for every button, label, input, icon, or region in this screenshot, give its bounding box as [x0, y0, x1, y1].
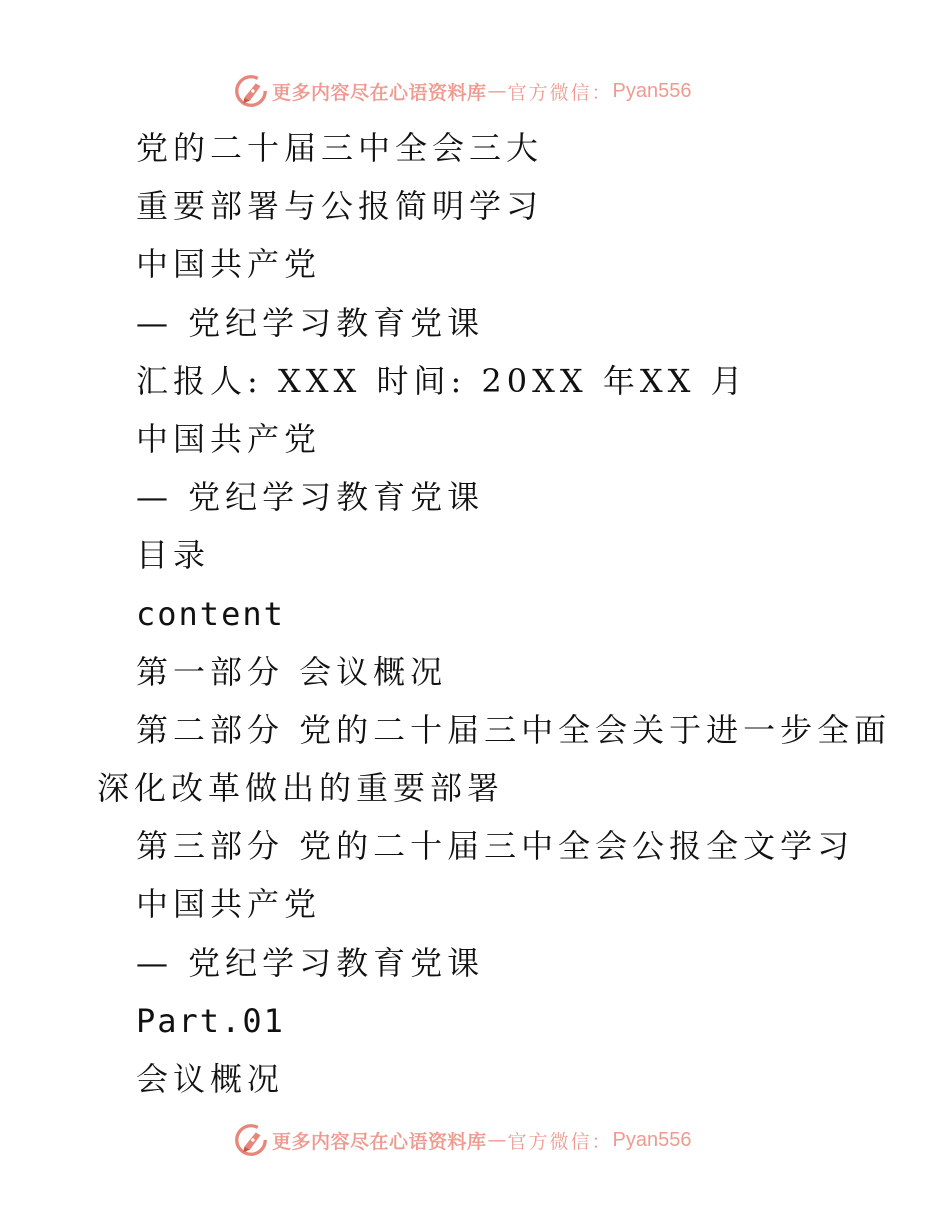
organization-line: 中国共产党 [136, 245, 322, 284]
toc-item-part-1: 第一部分 会议概况 [136, 652, 448, 691]
banner-wechat-id: Pyan556 [612, 1128, 692, 1151]
pen-nib-logo-icon [232, 72, 270, 110]
part-number: Part.01 [136, 1001, 285, 1040]
toc-heading: 目录 [136, 536, 211, 575]
banner-separator: — [487, 1129, 507, 1151]
header-banner [232, 71, 692, 111]
banner-title: 更多内容尽在心语资料库 [272, 1130, 487, 1153]
organization-line: 中国共产党 [136, 419, 322, 458]
toc-heading-english: content [136, 594, 285, 633]
course-line: — 党纪学习教育党课 [136, 303, 485, 342]
banner-separator: — [487, 80, 507, 102]
toc-item-part-2-continued: 深化改革做出的重要部署 [97, 769, 505, 808]
organization-line: 中国共产党 [136, 885, 322, 924]
course-line: — 党纪学习教育党课 [136, 943, 485, 982]
section-heading: 会议概况 [136, 1060, 285, 1098]
toc-item-part-2: 第二部分 党的二十届三中全会关于进一步全面 [136, 710, 892, 749]
reporter-time-line: 汇报人: XXX 时间: 20XX 年XX 月 [136, 361, 748, 400]
toc-item-part-3: 第三部分 党的二十届三中全会公报全文学习 [136, 827, 855, 866]
banner-official-label: 官方微信： [507, 81, 613, 104]
banner-official-label: 官方微信： [507, 1130, 613, 1153]
title-line-2: 重要部署与公报简明学习 [136, 187, 544, 226]
title-line-1: 党的二十届三中全会三大 [136, 129, 544, 167]
footer-banner [232, 1120, 692, 1160]
course-line: — 党纪学习教育党课 [136, 478, 485, 517]
document-body [0, 119, 950, 1108]
banner-wechat-id: Pyan556 [612, 79, 692, 102]
pen-nib-logo-icon [232, 1121, 270, 1159]
banner-title: 更多内容尽在心语资料库 [272, 81, 487, 104]
